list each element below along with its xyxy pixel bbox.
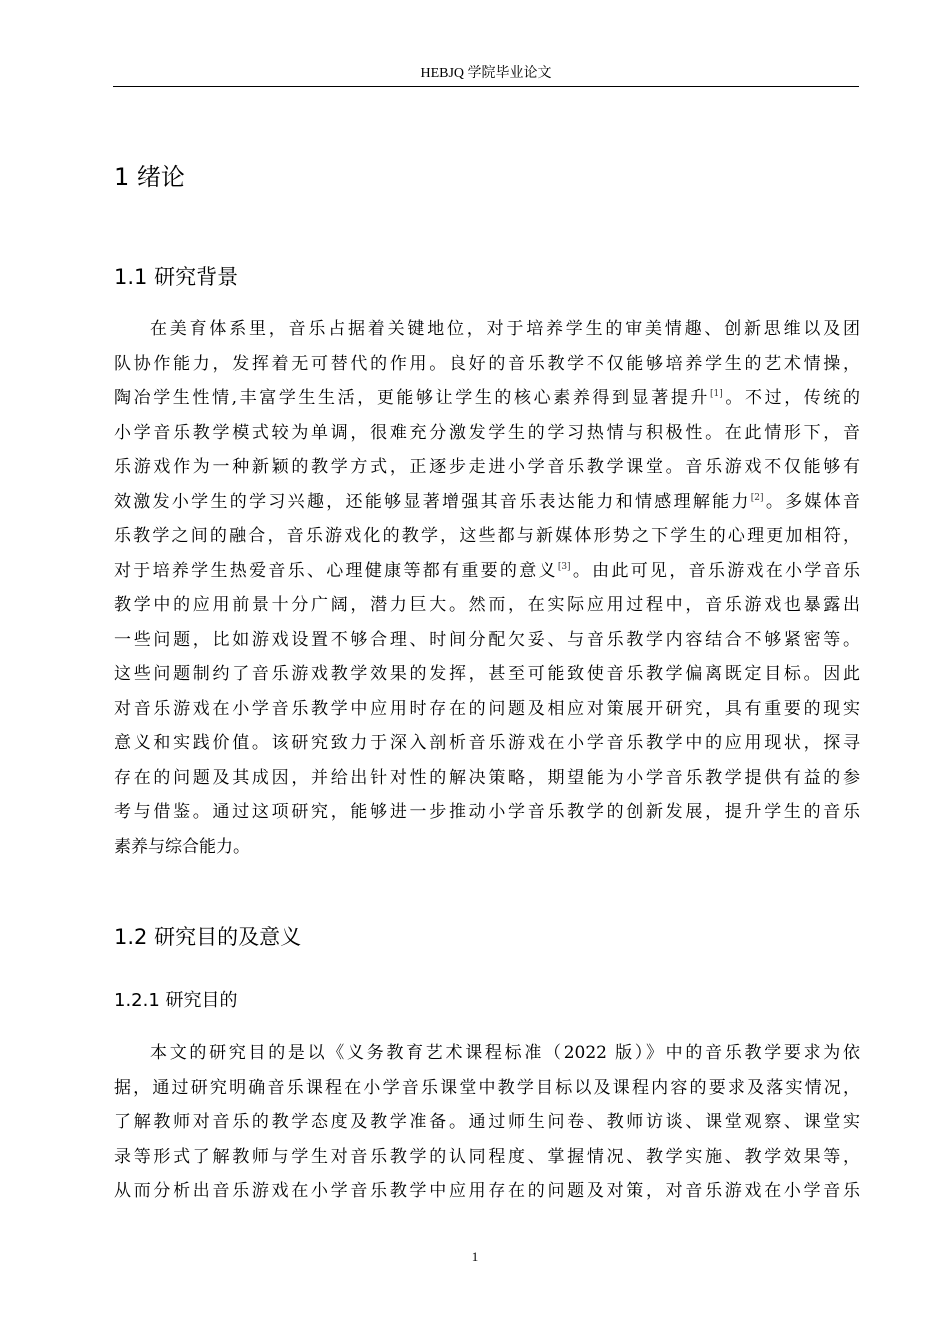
paragraph-line: 教学中的应用前景十分广阔，潜力巨大。然而，在实际应用过程中，音乐游戏也暴露出 [114,595,860,615]
paragraph-text: 陶冶学生性情,丰富学生生活，更能够让学生的核心素养得到显著提升 [114,388,711,408]
page-number: 1 [471,1249,479,1264]
paragraph-line: 考与借鉴。通过这项研究，能够进一步推动小学音乐教学的创新发展，提升学生的音乐 [114,802,860,822]
paragraph-text: 效激发小学生的学习兴趣，还能够显著增强其音乐表达能力和情感理解能力 [114,491,751,512]
paragraph-line: 在美育体系里，音乐占据着关键地位，对于培养学生的审美情趣、创新思维以及团 [150,319,860,339]
subsection-title-1-2-1: 1.2.1 研究目的 [114,990,238,1011]
citation-1: [1] [710,389,723,399]
paragraph-line: 意义和实践价值。该研究致力于深入剖析音乐游戏在小学音乐教学中的应用现状，探寻 [114,733,860,753]
section-title-1-2: 1.2 研究目的及意义 [114,925,302,949]
paragraph-line: 乐游戏作为一种新颖的教学方式，正逐步走进小学音乐教学课堂。音乐游戏不仅能够有 [114,457,860,477]
citation-3: [3] [557,561,571,572]
section-title-1-1: 1.1 研究背景 [114,265,239,289]
page-header: HEBJQ 学院毕业论文 [420,66,552,81]
paragraph-text: 对于培养学生热爱音乐、心理健康等都有重要的意义 [114,560,558,581]
paragraph-line: 乐教学之间的融合，音乐游戏化的教学，这些都与新媒体形势之下学生的心理更加相符， [114,526,860,546]
header-rule [113,86,859,87]
paragraph-text: 。多媒体音 [763,491,861,512]
paragraph-line [114,554,860,589]
paragraph-line: 一些问题，比如游戏设置不够合理、时间分配欠妥、与音乐教学内容结合不够紧密等。 [114,629,860,650]
paragraph-text: 。由此可见，音乐游戏在小学音乐 [570,560,861,581]
paragraph-line: 了解教师对音乐的教学态度及教学准备。通过师生问卷、教师访谈、课堂观察、课堂实 [114,1112,860,1132]
section-1-2-1-body [114,1036,860,1209]
paragraph-line: 这些问题制约了音乐游戏教学效果的发挥，甚至可能致使音乐教学偏离既定目标。因此 [114,664,860,684]
paragraph-text: 。不过，传统的 [722,388,861,408]
paragraph-line: 从而分析出音乐游戏在小学音乐教学中应用存在的问题及对策，对音乐游戏在小学音乐 [114,1181,860,1201]
paragraph-line: 本文的研究目的是以《义务教育艺术课程标准（2022 版）》中的音乐教学要求为依 [150,1043,860,1063]
paragraph-line: 小学音乐教学模式较为单调，很难充分激发学生的学习热情与积极性。在此情形下，音 [114,422,860,443]
section-1-1-body [114,312,860,864]
paragraph-line: 队协作能力，发挥着无可替代的作用。良好的音乐教学不仅能够培养学生的艺术情操， [114,353,860,374]
citation-2: [2] [750,492,764,503]
paragraph-line: 素养与综合能力。 [114,836,250,857]
paragraph-line: 存在的问题及其成因，并给出针对性的解决策略，期望能为小学音乐教学提供有益的参 [114,767,860,788]
paragraph-line: 录等形式了解教师与学生对音乐教学的认同程度、掌握情况、教学实施、教学效果等， [114,1146,860,1167]
paragraph-line: 据，通过研究明确音乐课程在小学音乐课堂中教学目标以及课程内容的要求及落实情况， [114,1077,860,1098]
paragraph-line: 对音乐游戏在小学音乐教学中应用时存在的问题及相应对策展开研究，具有重要的现实 [114,698,860,719]
paragraph-line [114,381,860,416]
chapter-title: 1 绪论 [114,163,185,191]
paragraph-line [114,485,860,520]
